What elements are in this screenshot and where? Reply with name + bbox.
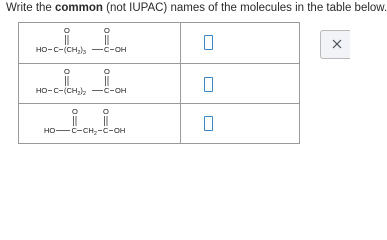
- oxygen-label: O: [64, 67, 70, 76]
- chain-count: 2: [82, 91, 86, 97]
- carbon-label: C: [53, 86, 59, 95]
- instruction-emphasis: common: [55, 2, 103, 14]
- table-row: [19, 23, 299, 63]
- molecule-structure: [19, 23, 180, 63]
- left-group: HO: [36, 45, 48, 54]
- right-group: OH: [115, 45, 127, 54]
- chain-subscript: 2: [77, 91, 81, 97]
- right-group: OH: [115, 86, 127, 95]
- carbon-label: C: [103, 126, 109, 135]
- chain-close: ): [80, 45, 83, 54]
- chain-main: (CH: [64, 45, 78, 54]
- chain-count: 3: [82, 50, 86, 56]
- molecule-structure: [19, 64, 180, 104]
- instruction-text: [6, 2, 387, 14]
- clear-answers-button[interactable]: [320, 30, 350, 59]
- instruction-suffix: (not IUPAC) names of the molecules in the table below.: [102, 2, 387, 14]
- close-x-icon: [331, 38, 343, 50]
- chain-subscript: 2: [93, 131, 97, 137]
- chain-close: ): [80, 86, 83, 95]
- table-row: [19, 63, 299, 103]
- oxygen-label: O: [72, 107, 78, 116]
- molecule-table: [18, 22, 300, 144]
- table-row: [19, 103, 299, 143]
- answer-input[interactable]: [204, 116, 213, 131]
- instruction-prefix: Write the: [6, 2, 55, 14]
- oxygen-label: O: [104, 26, 110, 35]
- oxygen-label: O: [104, 67, 110, 76]
- chain-subscript: 2: [77, 50, 81, 56]
- oxygen-label: O: [103, 107, 109, 116]
- right-group: OH: [114, 126, 126, 135]
- molecule-structure: [19, 104, 180, 144]
- answer-input[interactable]: [204, 35, 213, 50]
- carbon-label: C: [71, 126, 77, 135]
- carbon-label: C: [104, 45, 110, 54]
- svg-text:CH2: [83, 126, 97, 137]
- carbon-label: C: [104, 86, 110, 95]
- answer-input[interactable]: [204, 77, 213, 92]
- left-group: HO: [36, 86, 48, 95]
- oxygen-label: O: [64, 26, 70, 35]
- svg-text:(CH2)2: [64, 86, 86, 97]
- chain-main: (CH: [64, 86, 78, 95]
- left-group: HO: [44, 126, 56, 135]
- carbon-label: C: [53, 45, 59, 54]
- chain-main: CH: [83, 126, 94, 135]
- svg-text:(CH2)3: [64, 45, 86, 56]
